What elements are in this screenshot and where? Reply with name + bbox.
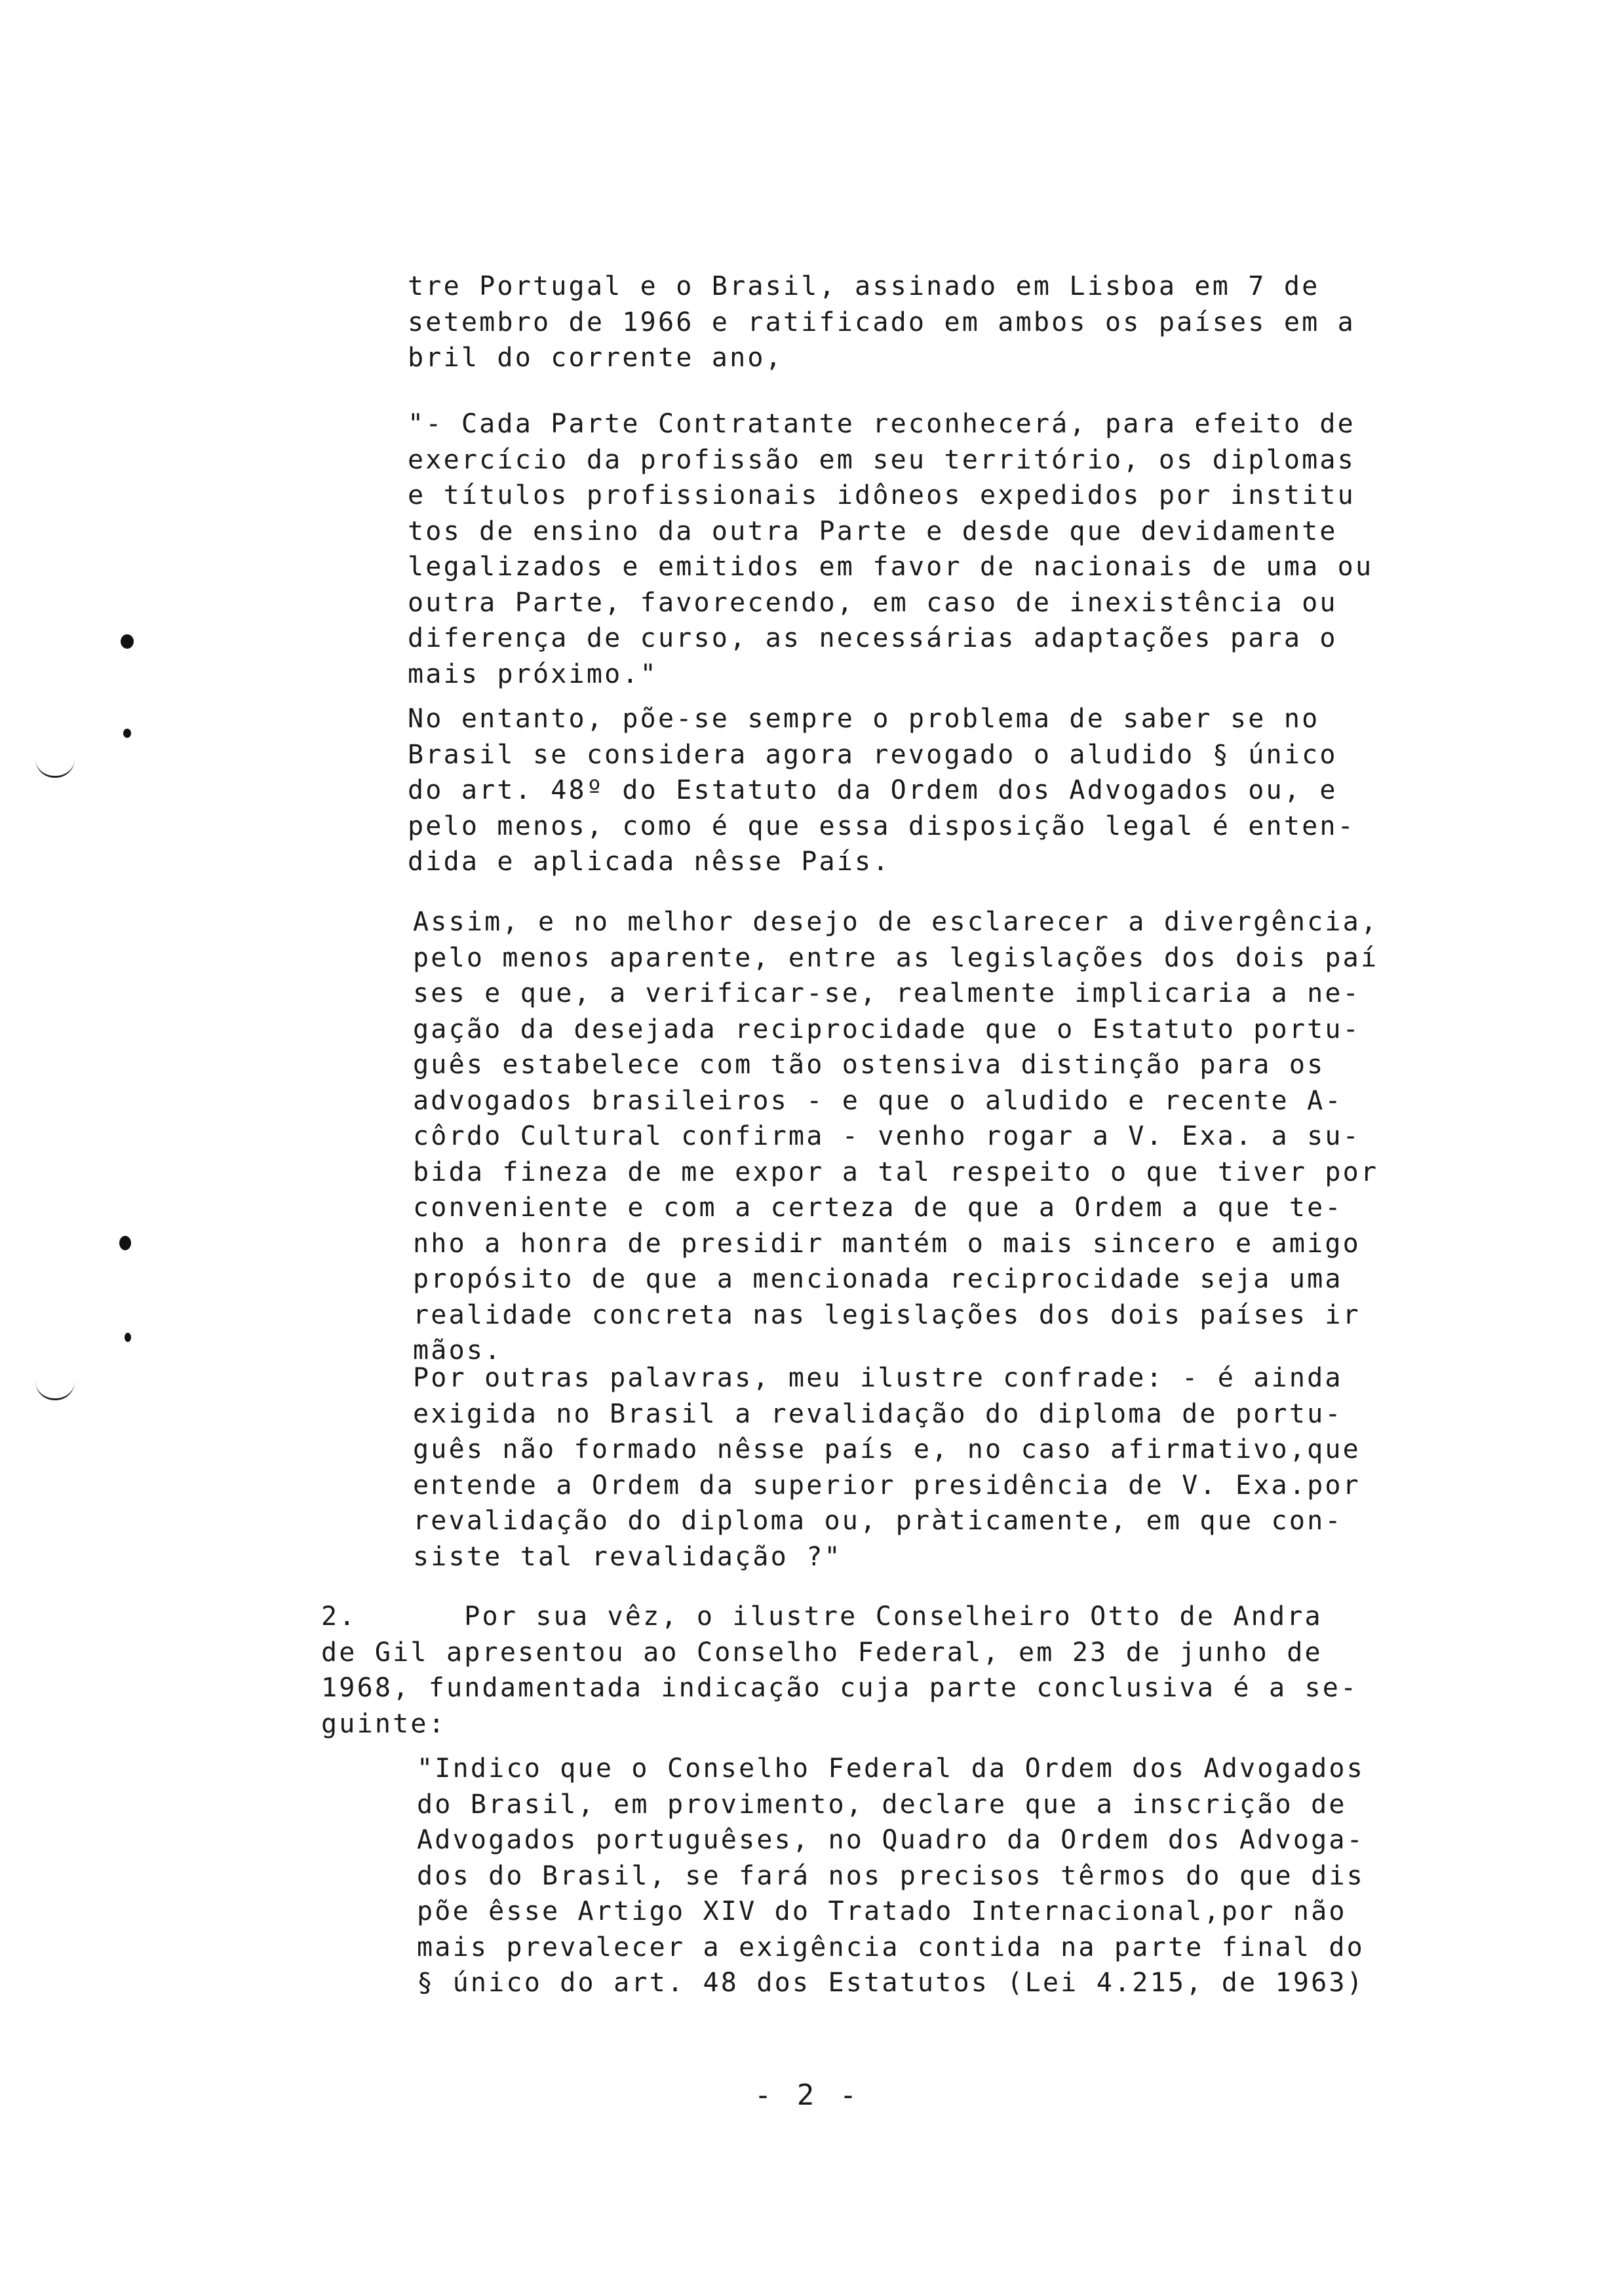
margin-dot-mark	[123, 729, 131, 738]
paragraph-request: Assim, e no melhor desejo de esclarecer a divergência, pelo menos aparente, entre as legislações dos dois paí ses e que, a verificar-se, realmente implicaria a ne- gação da desejada reciprocidade que o Estatuto portu- guês estabelece com tão ostensiva distinção para os advogados brasileiros - e que o aludido e recente A- côrdo Cultural confirma - venho rogar a V. Exa. a su- bida fineza de me expor a tal respeito o que tiver por conveniente e com a certeza de que a Ordem a que te- nho a honra de presidir mantém o mais sincero e amigo propósito de que a mencionada reciprocidade seja uma realidade concreta nas legislações dos dois países ir mãos.	[413, 907, 1379, 1366]
paragraph-problem: No entanto, põe-se sempre o problema de saber se no Brasil se considera agora revogado o aludido § único do art. 48º do Estatuto da Ordem dos Advogados ou, e pelo menos, como é que essa disposição legal é enten- dida e aplicada nêsse País.	[408, 704, 1355, 877]
page-number: - 2 -	[754, 2078, 861, 2112]
margin-dot-mark	[119, 1236, 131, 1250]
paragraph-question: Por outras palavras, meu ilustre confrade: - é ainda exigida no Brasil a revalidação do diploma de portu- guês não formado nêsse país e, no caso afirmativo,que entende a Ordem da superior presidência de V. Exa.por revalidação do diploma ou, pràticamente, em que con- siste tal revalidação ?"	[413, 1363, 1361, 1572]
punch-hole-mark	[35, 759, 75, 778]
paragraph-treaty-intro: tre Portugal e o Brasil, assinado em Lisboa em 7 de setembro de 1966 e ratificado em ambos os países em a bril do corrente ano,	[408, 271, 1355, 373]
punch-hole-mark	[35, 1381, 75, 1400]
paragraph-indication-quote: "Indico que o Conselho Federal da Ordem dos Advogados do Brasil, em provimento, declare que a inscrição de Advogados portuguêses, no Quadro da Ordem dos Advoga- dos do Brasil, se fará nos precisos têrmos do que dis põe êsse Artigo XIV do Tratado Internacional,por não mais prevalecer a exigência contida na parte final do § único do art. 48 dos Estatutos (Lei 4.215, de 1963)	[417, 1753, 1365, 1998]
paragraph-section-2: 2. Por sua vêz, o ilustre Conselheiro Otto de Andra de Gil apresentou ao Conselho Federal, em 23 de junho de 1968, fundamentada indicação cuja parte conclusiva é a se- guinte:	[321, 1601, 1359, 1739]
margin-dot-mark	[125, 1333, 131, 1342]
margin-dot-mark	[121, 634, 134, 649]
paragraph-treaty-quote: "- Cada Parte Contratante reconhecerá, para efeito de exercício da profissão em seu território, os diplomas e títulos profissionais idôneos expedidos por institu tos de ensino da outra Parte e desde que devidamente legalizados e emitidos em favor de nacionais de uma ou outra Parte, favorecendo, em caso de inexistência ou diferença de curso, as necessárias adaptações para o mais próximo."	[408, 409, 1374, 689]
